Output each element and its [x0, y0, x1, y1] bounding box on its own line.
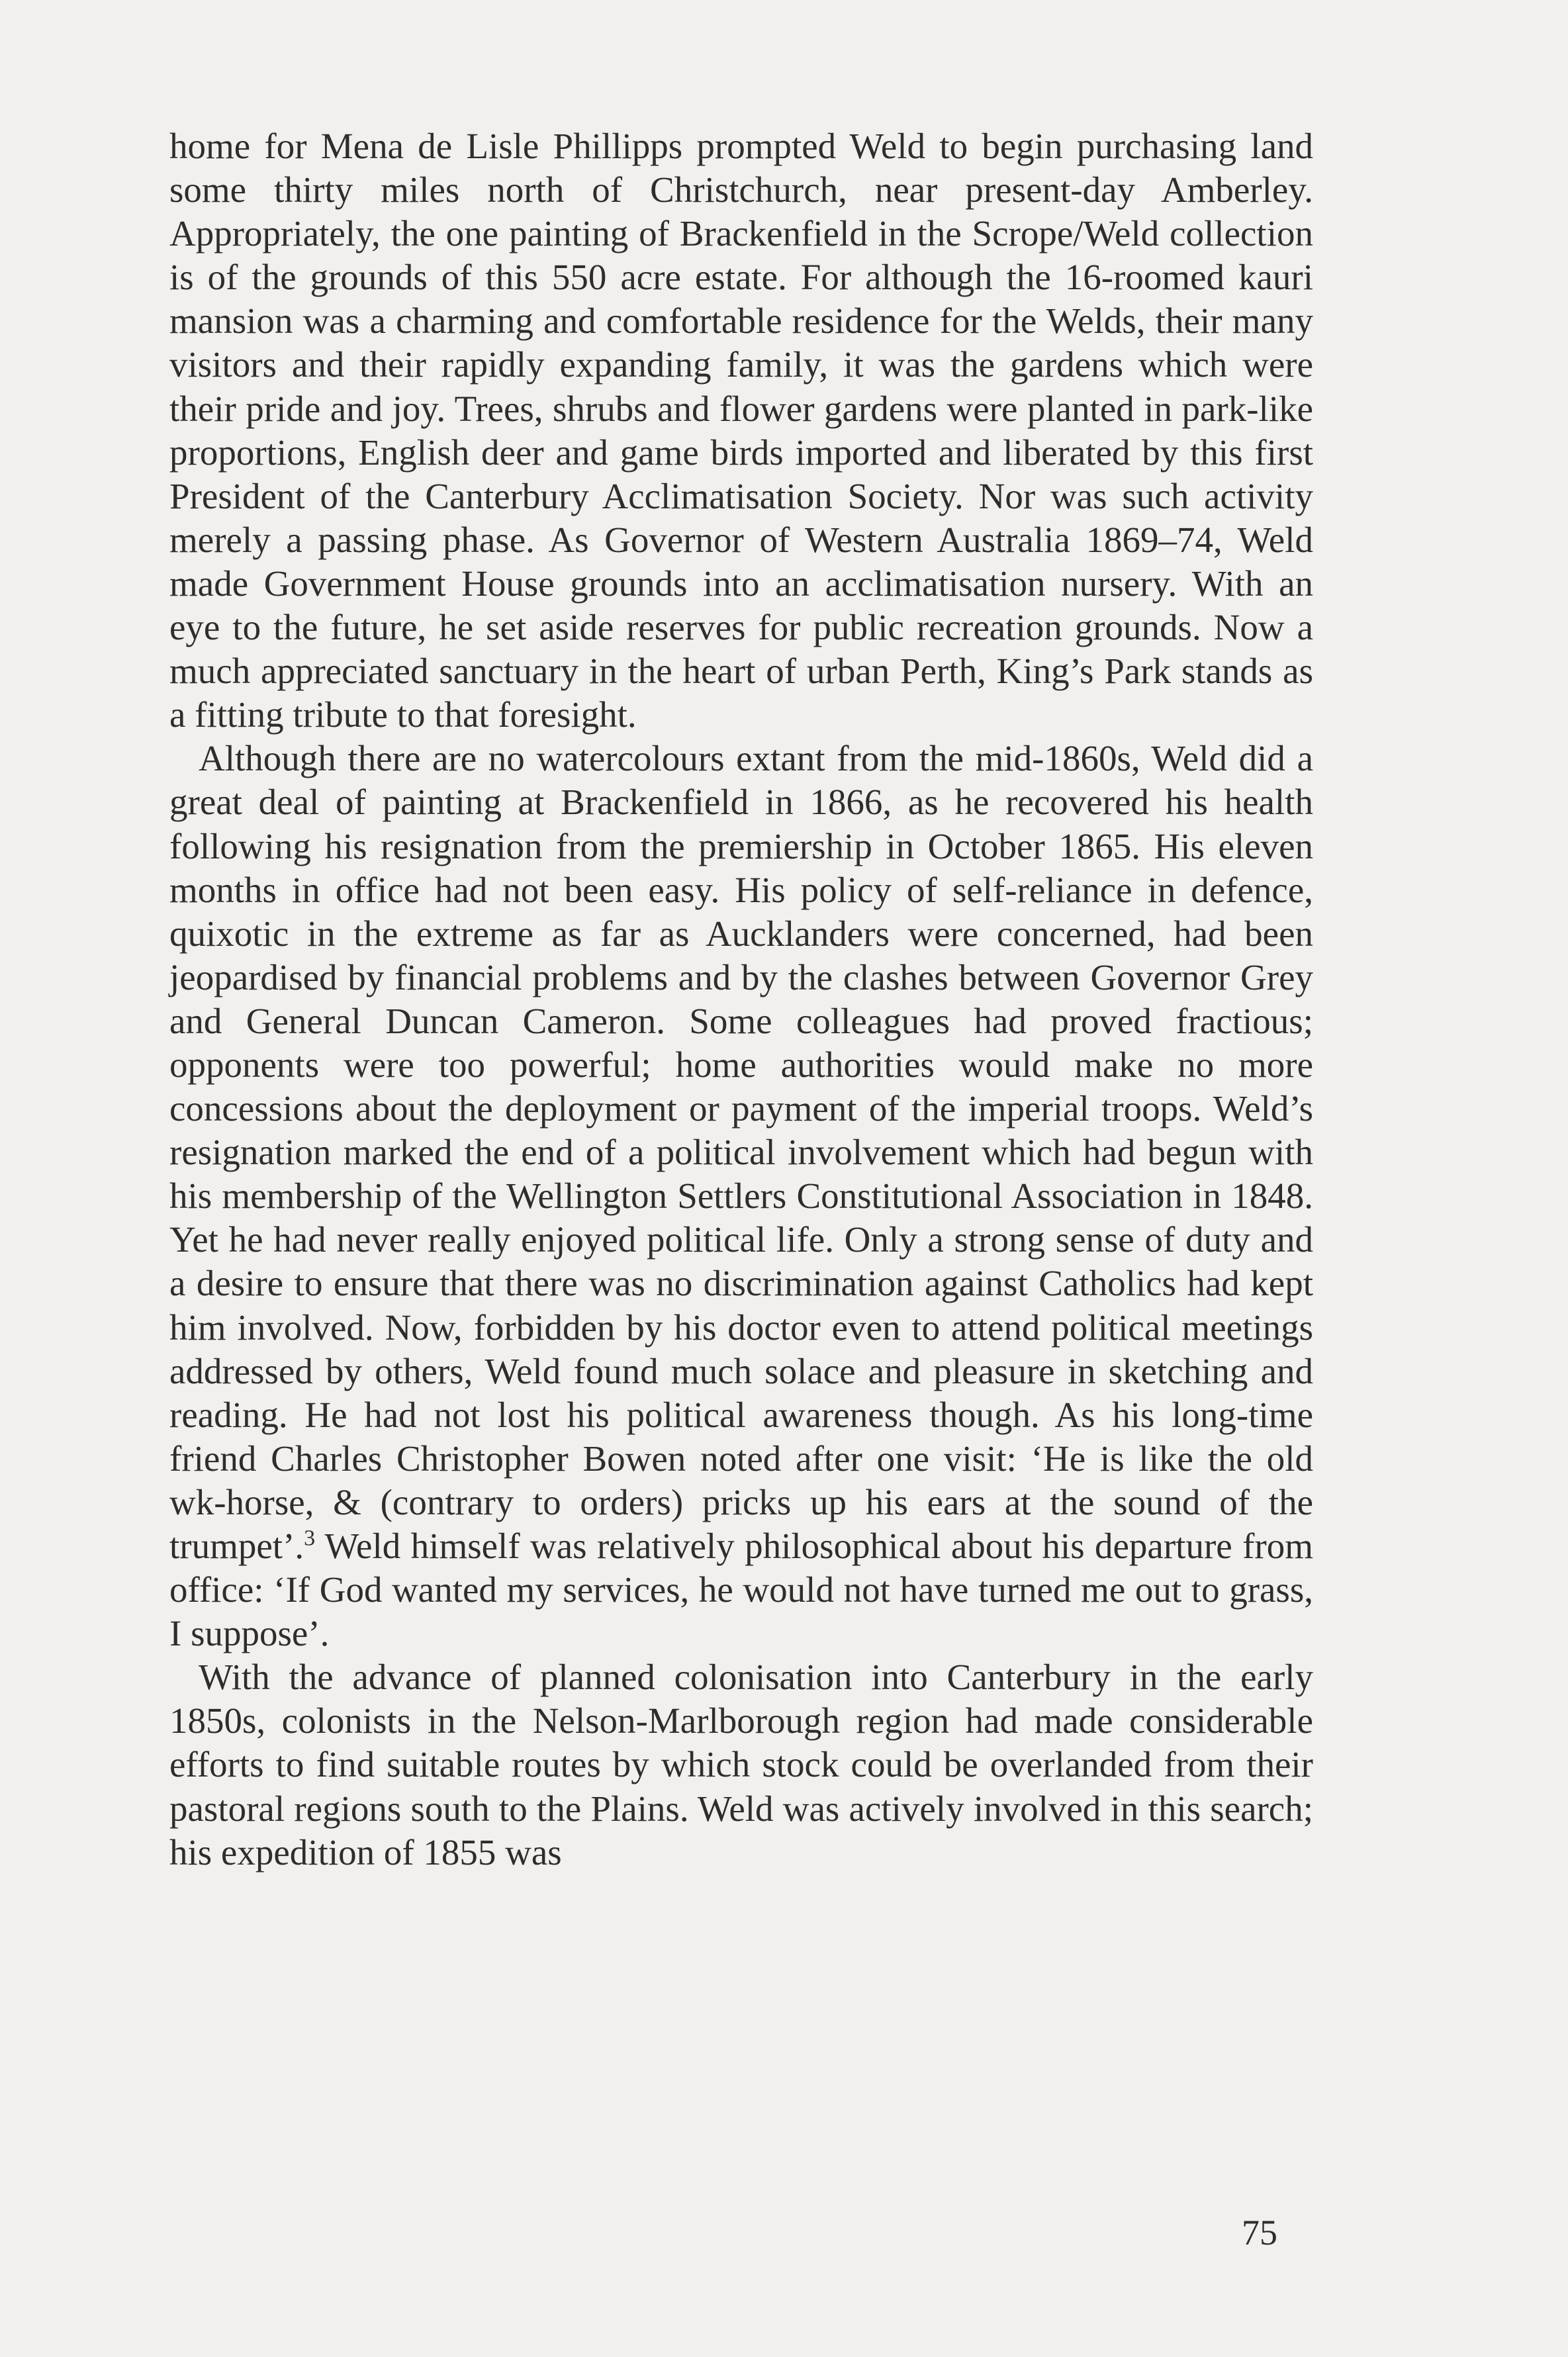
paragraph-2-text-continued: Weld himself was relatively philosophical about his departure from office: ‘If God wanted my services, he would not have turned me out to grass, I suppose’.: [169, 1526, 1313, 1654]
body-text: [169, 124, 1313, 1874]
footnote-reference: 3: [304, 1526, 316, 1551]
page-number: 75: [1242, 2213, 1277, 2252]
paragraph-2-text: Although there are no watercolours extant from the mid-1860s, Weld did a great deal of painting at Brackenfield in 1866, as he recovered his health following his resignation from the premiership in October 1865. His eleven months in office had not been easy. His policy of self-reliance in defence, quixotic in the extreme as far as Aucklanders were concerned, had been jeopardised by financial problems and by the clashes between Governor Grey and General Duncan Cameron. Some colleagues had proved fractious; opponents were too powerful; home authorities would make no more concessions about the deployment or payment of the imperial troops. Weld’s resignation marked the end of a political involvement which had begun with his membership of the Wellington Settlers Constitutional Association in 1848. Yet he had never really enjoyed political life. Only a strong sense of duty and a desire to ensure that there was no discrimination against Catholics had kept him involved. Now, forbidden by his doctor even to attend political meetings addressed by others, Weld found much solace and pleasure in sketching and reading. He had not lost his political awareness though. As his long-time friend Charles Christopher Bowen noted after one visit: ‘He is like the old wk-horse, & (contrary to orders) pricks up his ears at the sound of the trumpet’.: [169, 738, 1313, 1566]
paragraph-2: [169, 737, 1313, 1655]
paragraph-3: With the advance of planned colonisation into Canterbury in the early 1850s, colonists in the Nelson-Marlborough region had made considerable efforts to find suitable routes by which stock could be overlanded from their pastoral regions south to the Plains. Weld was actively involved in this search; his expedition of 1855 was: [169, 1657, 1313, 1872]
paragraph-1: home for Mena de Lisle Phillipps prompted Weld to begin purchasing land some thirty miles north of Christchurch, near present-day Amberley. Appropriately, the one painting of Brackenfield in the Scrope/Weld collection is of the grounds of this 550 acre estate. For although the 16-roomed kauri mansion was a charming and comfortable residence for the Welds, their many visitors and their rapidly expanding family, it was the gardens which were their pride and joy. Trees, shrubs and flower gardens were planted in park-like proportions, English deer and game birds imported and liberated by this first President of the Canterbury Acclimatisation Society. Nor was such activity merely a passing phase. As Governor of Western Australia 1869–74, Weld made Government House grounds into an acclimatisation nursery. With an eye to the future, he set aside reserves for public recreation grounds. Now a much appreciated sanctuary in the heart of urban Perth, King’s Park stands as a fitting tribute to that foresight.: [169, 126, 1313, 735]
